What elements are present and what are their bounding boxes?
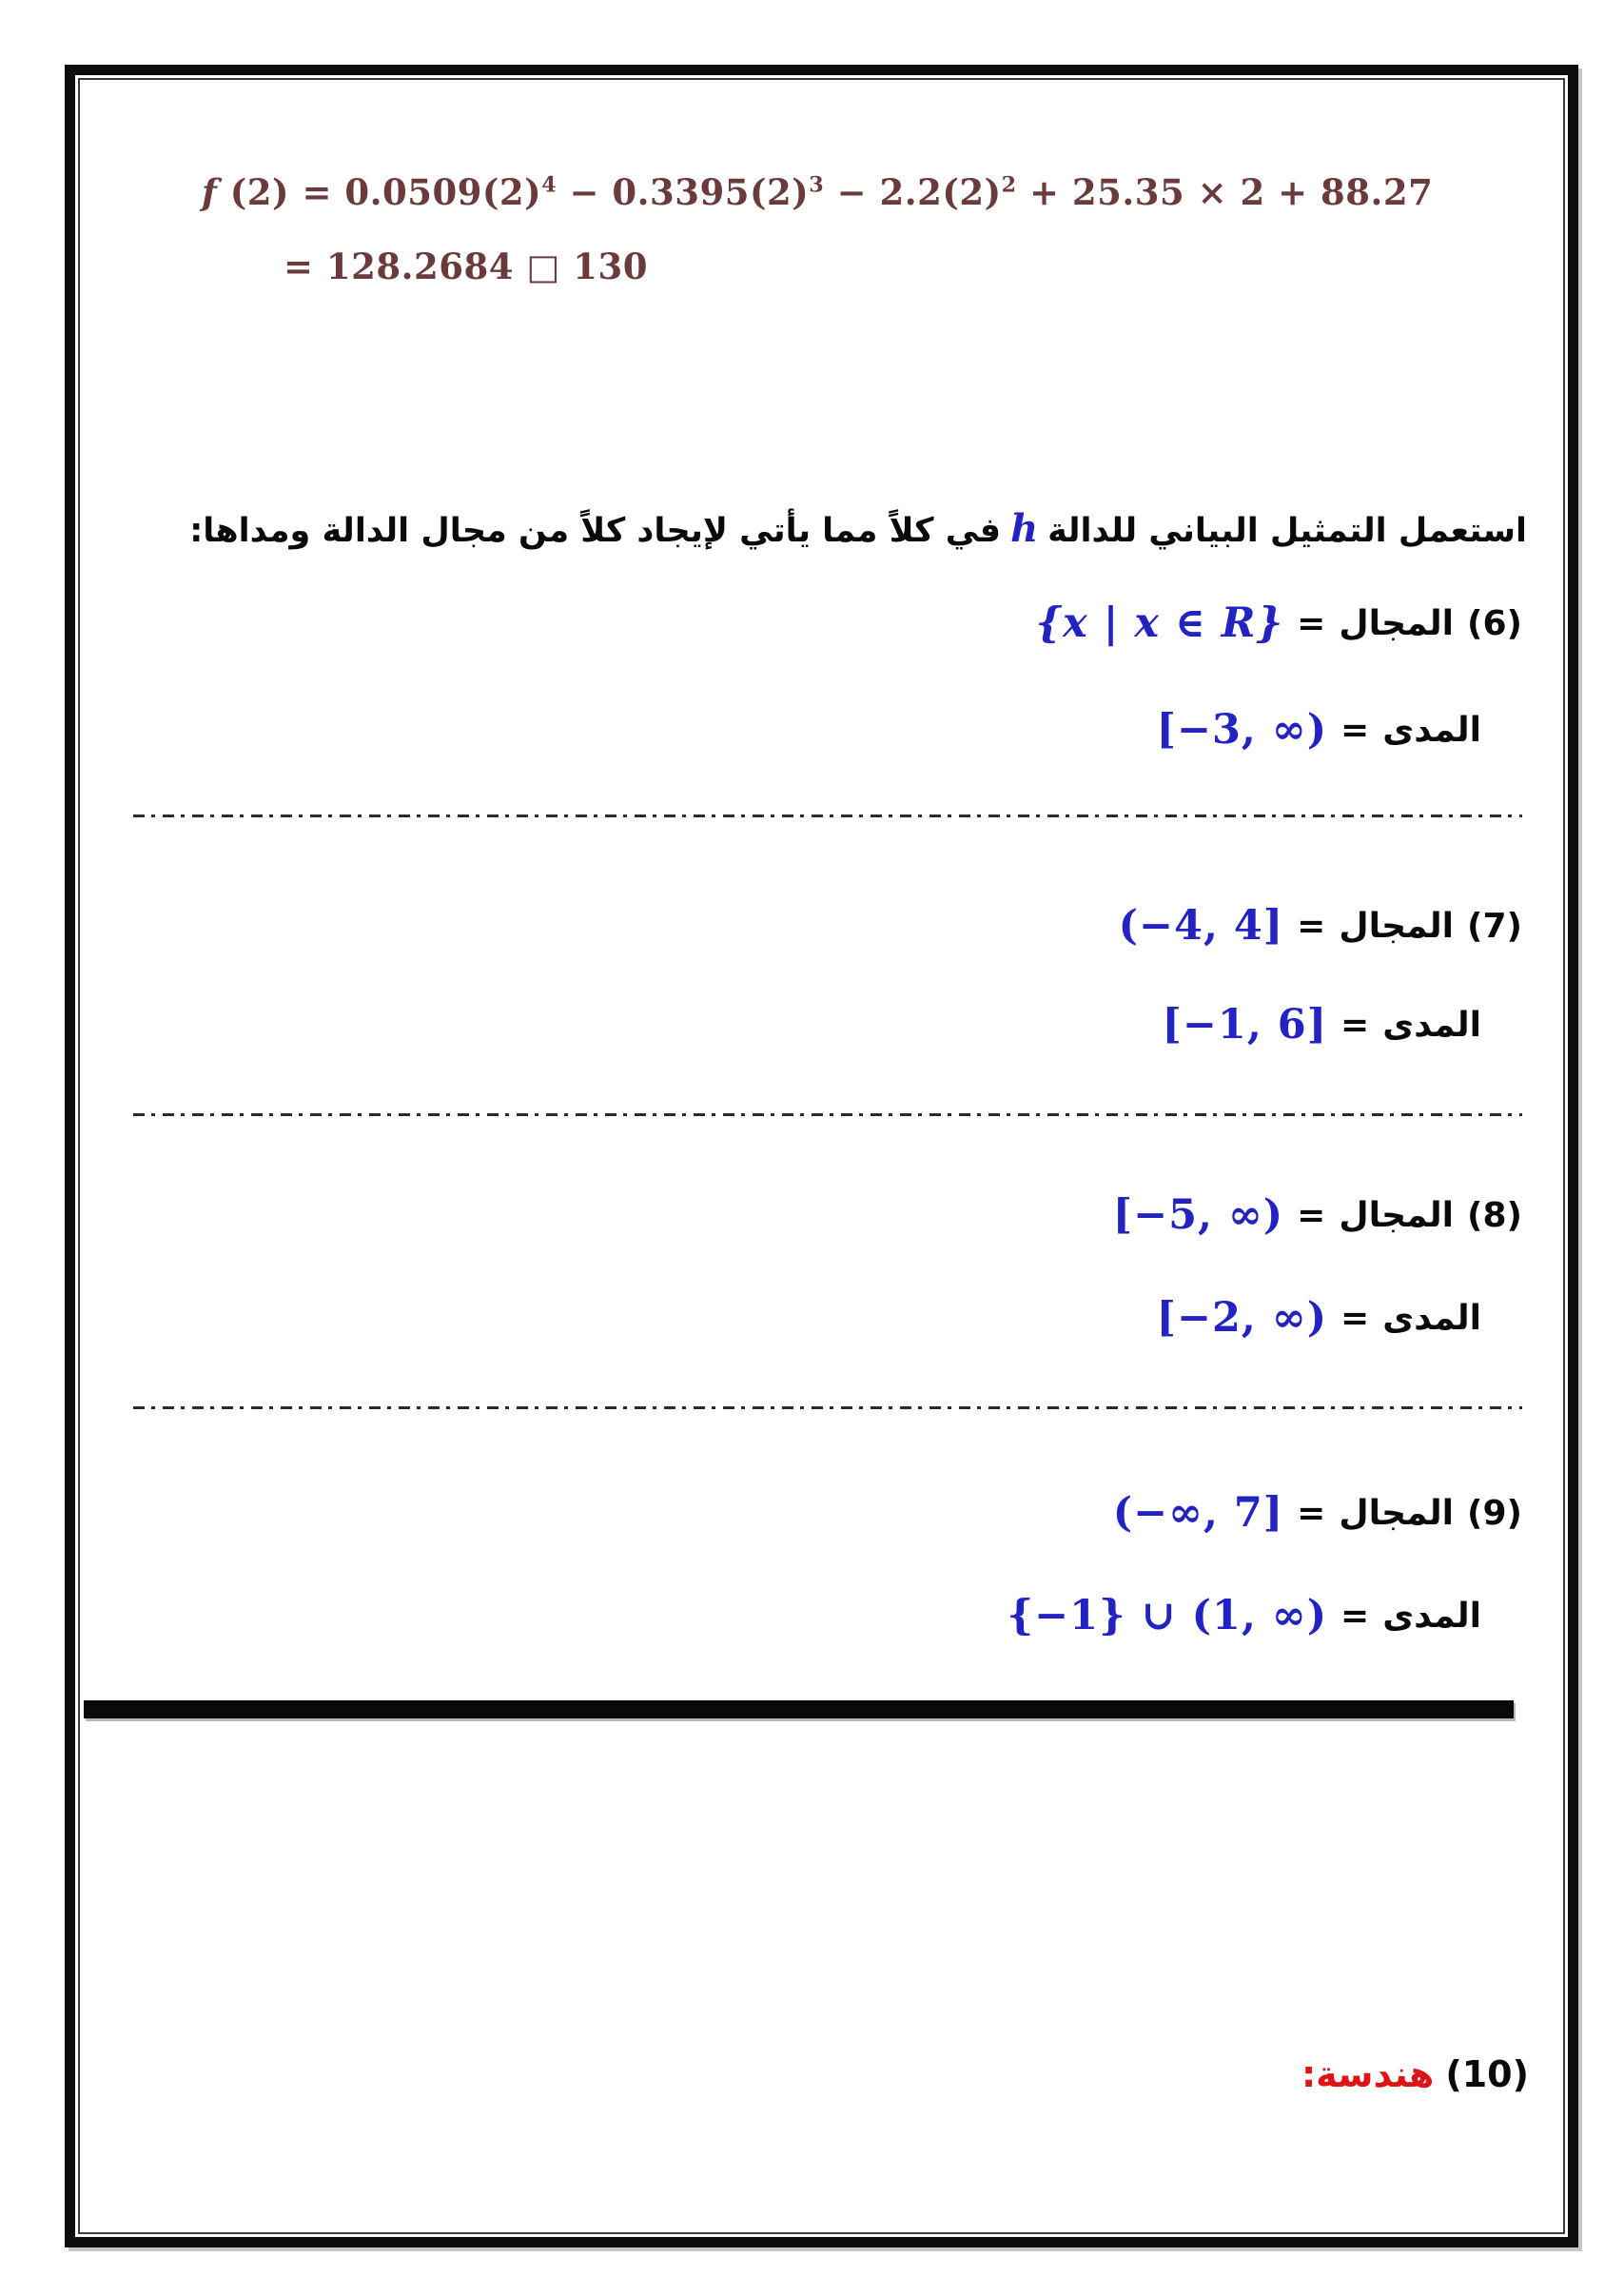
page-border-inner-rule (78, 78, 1565, 2234)
equals-sign: = (1297, 603, 1326, 643)
formula-exponent: 4 (541, 172, 558, 198)
page-border-frame (65, 65, 1578, 2247)
q10-heading (1301, 2053, 1529, 2095)
formula-line-1 (202, 171, 1433, 213)
dash-dot-separator (133, 1113, 1522, 1116)
q8-domain-label: المجال (1339, 1195, 1455, 1235)
formula-segment: − 0.3395(2) (557, 171, 810, 213)
formula-segment: − 2.2(2) (824, 171, 1002, 213)
q9-domain-row (1113, 1489, 1522, 1537)
formula-exponent: 2 (1001, 172, 1017, 198)
equals-sign: = (1297, 906, 1326, 946)
q6-range-value: [−3, ∞) (1156, 706, 1328, 754)
q8-domain-value: [−5, ∞) (1112, 1191, 1284, 1239)
q9-range-row (1007, 1592, 1481, 1639)
instruction-pre-text: استعمل التمثيل البياني للدالة (1047, 512, 1527, 550)
instruction-post-text: في كلاً مما يأتي لإيجاد كلاً من مجال الدالة ومداها: (189, 512, 1002, 550)
q7-range-row (1163, 1001, 1481, 1049)
equals-sign: = (1340, 1005, 1370, 1045)
q10-title: هندسة: (1301, 2053, 1435, 2095)
q7-range-value: [−1, 6] (1162, 1001, 1328, 1049)
q6-domain-value: {x | x ∈ R} (1035, 599, 1284, 647)
q6-domain-label: المجال (1339, 603, 1455, 643)
formula-segment: + 25.35 × 2 + 88.27 (1016, 171, 1434, 213)
q8-number: (8) (1467, 1195, 1522, 1235)
q7-domain-label: المجال (1339, 906, 1455, 946)
equals-sign: = (1297, 1493, 1326, 1533)
q6-range-label: المدى (1382, 710, 1481, 750)
instruction-line (189, 506, 1527, 551)
formula-line-2: = 128.2684 □ 130 (284, 245, 648, 287)
dash-dot-separator (133, 1406, 1522, 1409)
section-divider-bar (84, 1700, 1514, 1718)
q7-domain-row (1119, 902, 1522, 950)
formula-segment: (2) = 0.0509(2) (217, 171, 542, 213)
q7-number: (7) (1467, 906, 1522, 946)
equals-sign: = (1340, 1298, 1370, 1338)
equals-sign: = (1297, 1195, 1326, 1235)
q6-domain-row (1035, 599, 1522, 647)
q6-range-row (1157, 706, 1481, 754)
q6-number: (6) (1467, 603, 1522, 643)
equals-sign: = (1340, 1596, 1370, 1636)
formula-exponent: 3 (809, 172, 825, 198)
q7-range-label: المدى (1382, 1005, 1481, 1045)
q9-domain-label: المجال (1339, 1493, 1455, 1533)
function-h-symbol: h (1010, 506, 1039, 551)
q9-range-label: المدى (1382, 1596, 1481, 1636)
q10-number: (10) (1445, 2053, 1529, 2095)
q7-domain-value: (−4, 4] (1118, 902, 1284, 950)
equals-sign: = (1340, 710, 1370, 750)
formula-function-name: f (202, 171, 218, 213)
dash-dot-separator (133, 814, 1522, 817)
q8-range-label: المدى (1382, 1298, 1481, 1338)
q8-range-value: [−2, ∞) (1156, 1294, 1328, 1342)
q8-domain-row (1113, 1191, 1522, 1239)
q9-range-value: {−1} ∪ (1, ∞) (1007, 1592, 1328, 1639)
q9-domain-value: (−∞, 7] (1112, 1489, 1284, 1537)
q9-number: (9) (1467, 1493, 1522, 1533)
q8-range-row (1157, 1294, 1481, 1342)
